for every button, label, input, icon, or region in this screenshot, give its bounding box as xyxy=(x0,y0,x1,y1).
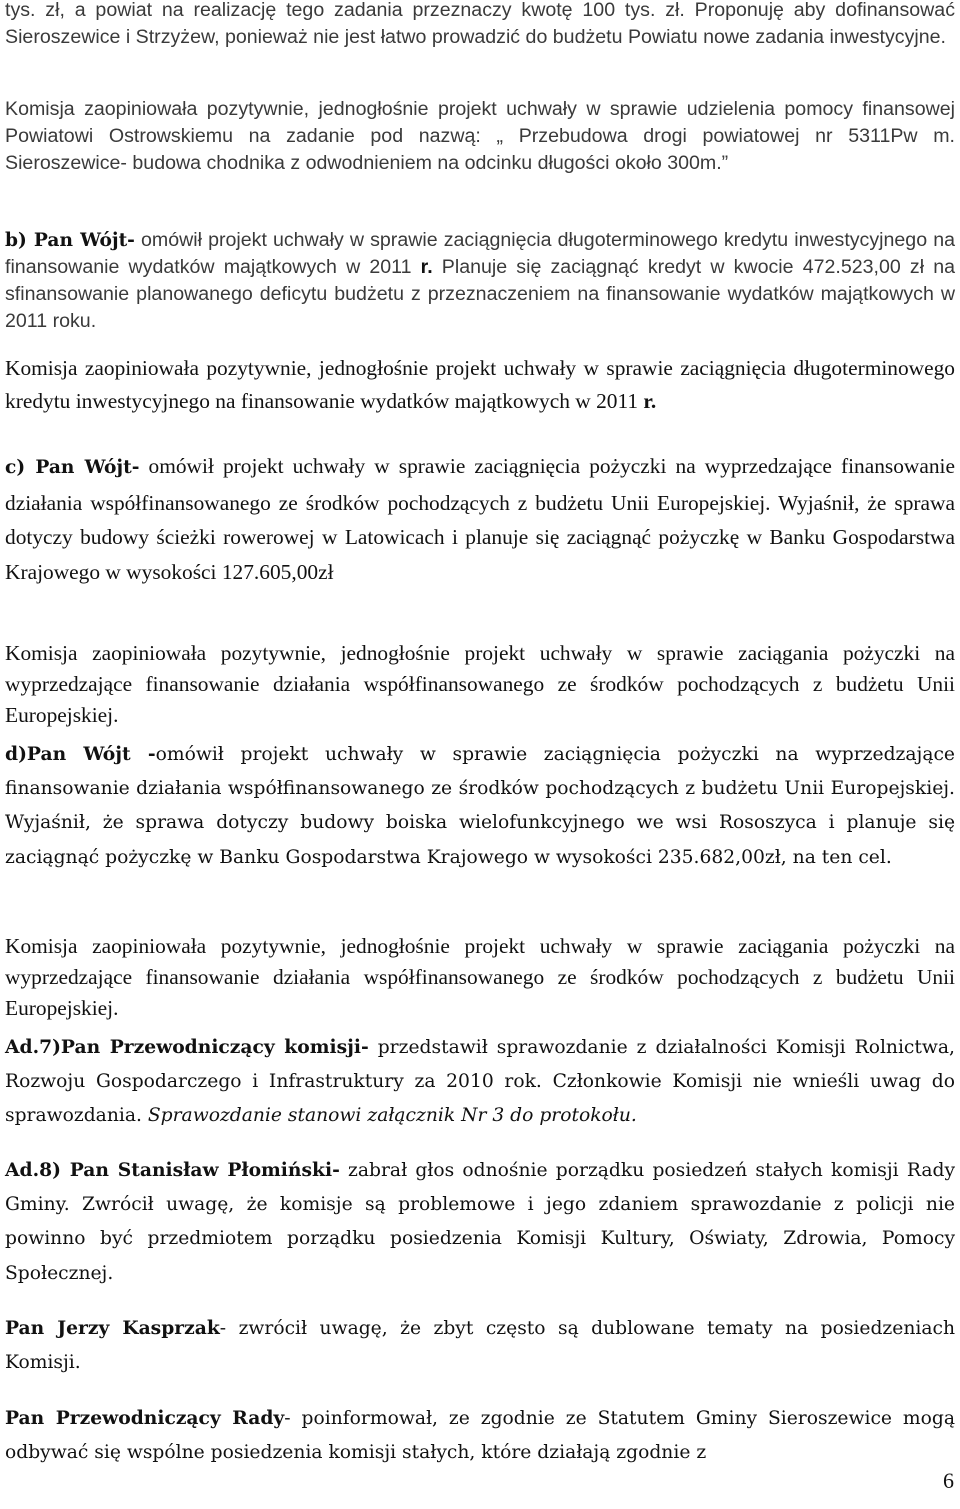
paragraph-12-text: - poinformował, ze zgodnie ze Statutem Gminy Sieroszewice mogą odbywać się wspólne posiedzenia komisji stałych, które działają zgodnie z xyxy=(5,1408,955,1464)
paragraph-9-text: przedstawił sprawozdanie z działalności Komisji Rolnictwa, Rozwoju Gospodarczego i Infrastruktury za 2010 rok. Członkowie Komisji nie wnieśli uwag do sprawozdania. xyxy=(5,1037,955,1127)
paragraph-2 xyxy=(5,96,955,177)
paragraph-11-label: Pan Jerzy Kasprzak xyxy=(5,1317,220,1339)
paragraph-12-label: Pan Przewodniczący Rady xyxy=(5,1407,285,1429)
paragraph-10-label: Ad.8) Pan Stanisław Płomiński- xyxy=(5,1159,340,1181)
paragraph-7-text: omówił projekt uchwały w sprawie zaciągnięcia pożyczki na wyprzedzające finansowanie działania współfinansowanego ze środków pochodzących z budżetu Unii Europejskiej. Wyjaśnił, że sprawa dotyczy budowy boiska wielofunkcyjnego we wsi Rososzyca i planuje się zaciągnąć pożyczkę w Banku Gospodarstwa Krajowego w wysokości 235.682,00zł, na ten cel. xyxy=(5,744,955,868)
paragraph-8-text: Komisja zaopiniowała pozytywnie, jednogłośnie projekt uchwały w sprawie zaciągania pożyczki na wyprzedzające finansowanie działania współfinansowanego ze środków pochodzących z budżetu Unii Europejskiej. xyxy=(5,934,955,1020)
paragraph-2-text: Komisja zaopiniowała pozytywnie, jednogłośnie projekt uchwały w sprawie udzielenia pomocy finansowej Powiatowi Ostrowskiemu na zadanie pod nazwą: „ Przebudowa drogi powiatowej nr 5311Pw m. Sieroszewice- budowa chodnika z odwodnieniem na odcinku długości około 300m.” xyxy=(5,98,955,174)
paragraph-5-text: omówił projekt uchwały w sprawie zaciągnięcia pożyczki na wyprzedzające finansowanie działania współfinansowanego ze środków pochodzących z budżetu Unii Europejskiej. Wyjaśnił, że sprawa dotyczy budowy ścieżki rowerowej w Latowicach i planuje się zaciągnąć pożyczkę w Banku Gospodarstwa Krajowego w wysokości 127.605,00zł xyxy=(5,454,955,584)
paragraph-10-text: zabrał głos odnośnie porządku posiedzeń stałych komisji Rady Gminy. Zwrócił uwagę, że komisje są problemowe i jego zdaniem sprawozdanie z policji nie powinno być przedmiotem porządku posiedzenia Komisji Kultury, Oświaty, Zdrowia, Pomocy Społecznej. xyxy=(5,1160,955,1284)
paragraph-9 xyxy=(5,1030,955,1134)
paragraph-6-text: Komisja zaopiniowała pozytywnie, jednogłośnie projekt uchwały w sprawie zaciągania pożyczki na wyprzedzające finansowanie działania współfinansowanego ze środków pochodzących z budżetu Unii Europejskiej. xyxy=(5,641,955,727)
paragraph-4-text-b: r. xyxy=(643,389,657,413)
paragraph-3-text-1: omówił projekt uchwały w sprawie zaciągnięcia długoterminowego kredytu inwestycyjnego na finansowanie wydatków majątkowych w 2011 xyxy=(5,229,955,278)
paragraph-6 xyxy=(5,638,955,731)
paragraph-5 xyxy=(5,449,955,589)
paragraph-11-text: - zwrócił uwagę, że zbyt często są dublowane tematy na posiedzeniach Komisji. xyxy=(5,1318,955,1374)
paragraph-12 xyxy=(5,1401,955,1470)
page-number: 6 xyxy=(943,1468,954,1493)
paragraph-7 xyxy=(5,737,955,875)
paragraph-8 xyxy=(5,931,955,1024)
paragraph-3 xyxy=(5,227,955,335)
paragraph-3-text-1b: r. xyxy=(420,256,433,278)
paragraph-9-label: Ad.7)Pan Przewodniczący komisji- xyxy=(5,1036,369,1058)
paragraph-3-label: b) Pan Wójt- xyxy=(5,230,135,251)
paragraph-10 xyxy=(5,1153,955,1291)
paragraph-7-label: d)Pan Wójt - xyxy=(5,743,156,765)
paragraph-9-italic: Sprawozdanie stanowi załącznik Nr 3 do protokołu. xyxy=(147,1105,637,1127)
paragraph-4 xyxy=(5,352,955,418)
paragraph-11 xyxy=(5,1311,955,1380)
paragraph-4-text: Komisja zaopiniowała pozytywnie, jednogłośnie projekt uchwały w sprawie zaciągnięcia długoterminowego kredytu inwestycyjnego na finansowanie wydatków majątkowych w 2011 xyxy=(5,356,955,413)
paragraph-5-label: c) Pan Wójt- xyxy=(5,457,140,478)
paragraph-1 xyxy=(5,0,955,51)
paragraph-3-text-2: Planuje się zaciągnąć kredyt w kwocie 472.523,00 zł na sfinansowanie planowanego deficytu budżetu z przeznaczeniem na finansowanie wydatków majątkowych w 2011 roku. xyxy=(5,256,955,332)
paragraph-1-text: tys. zł, a powiat na realizację tego zadania przeznaczy kwotę 100 tys. zł. Proponuję aby dofinansować Sieroszewice i Strzyżew, ponieważ nie jest łatwo prowadzić do budżetu Powiatu nowe zadania inwestycyjne. xyxy=(5,0,955,48)
